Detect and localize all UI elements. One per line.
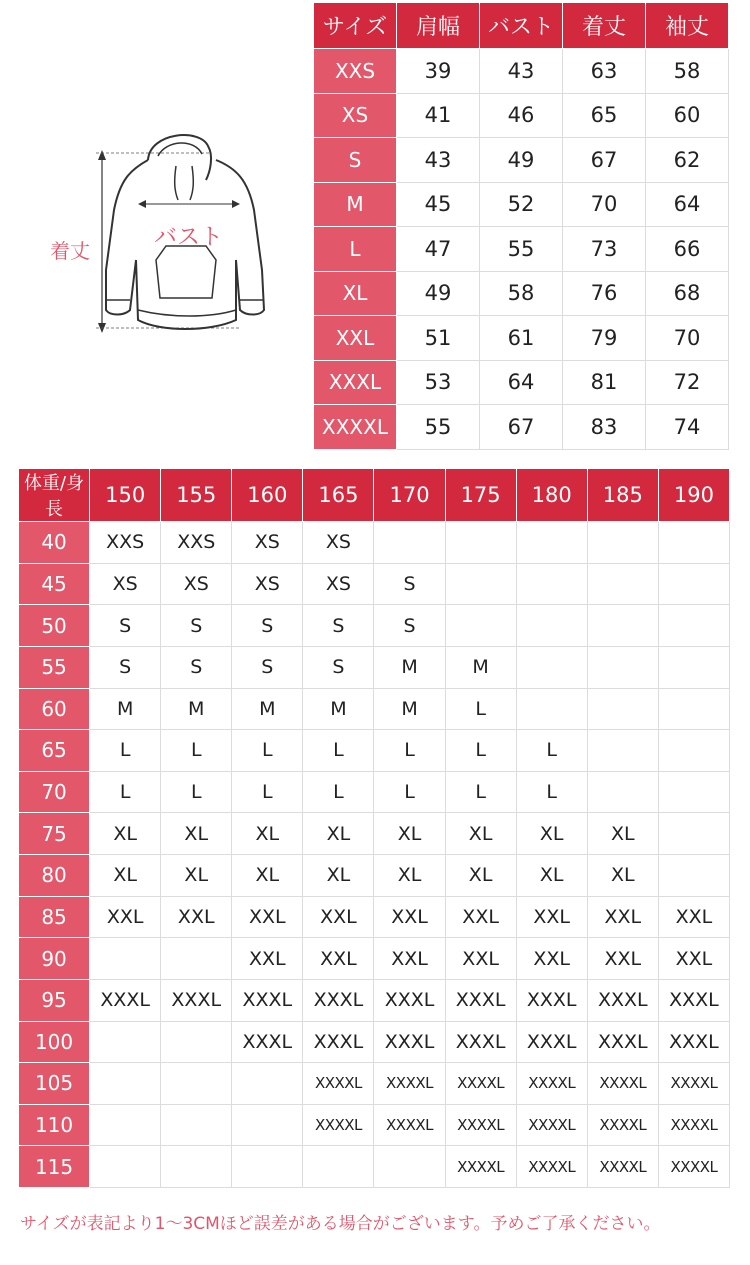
size-value-cell: 51 — [397, 316, 480, 361]
size-label-cell: XXXXL — [314, 405, 397, 450]
size-recommendation-cell — [587, 563, 658, 605]
weight-label-cell: 80 — [19, 855, 90, 897]
size-recommendation-cell: XXXL — [587, 979, 658, 1021]
size-value-cell: 58 — [480, 271, 563, 316]
size-recommendation-cell — [303, 1146, 374, 1188]
size-recommendation-cell: XXXXL — [374, 1104, 445, 1146]
size-recommendation-cell: S — [161, 646, 232, 688]
weight-label-cell: 40 — [19, 522, 90, 564]
size-value-cell: 81 — [563, 360, 646, 405]
bust-label: バスト — [154, 224, 223, 250]
size-recommendation-cell: XXXXL — [587, 1104, 658, 1146]
size-recommendation-cell: M — [232, 688, 303, 730]
weight-row — [19, 646, 730, 688]
size-recommendation-cell — [587, 646, 658, 688]
size-recommendation-cell: L — [445, 688, 516, 730]
size-recommendation-cell: XXL — [658, 938, 729, 980]
size-recommendation-cell: M — [90, 688, 161, 730]
size-recommendation-cell: L — [303, 730, 374, 772]
size-recommendation-cell: XS — [303, 522, 374, 564]
size-recommendation-cell: XXXXL — [374, 1063, 445, 1105]
size-recommendation-cell: XL — [516, 813, 587, 855]
size-recommendation-cell: XXXL — [658, 1021, 729, 1063]
weight-label-cell: 90 — [19, 938, 90, 980]
size-recommendation-cell — [161, 1021, 232, 1063]
size-recommendation-cell: XL — [374, 813, 445, 855]
size-recommendation-cell: XXL — [303, 896, 374, 938]
size-recommendation-cell: S — [232, 605, 303, 647]
size-recommendation-cell — [374, 1146, 445, 1188]
weight-row — [19, 813, 730, 855]
size-value-cell: 49 — [397, 271, 480, 316]
size-table-row — [314, 138, 729, 183]
size-label-cell: S — [314, 138, 397, 183]
size-table — [313, 2, 729, 450]
size-value-cell: 70 — [563, 182, 646, 227]
size-recommendation-cell: XXL — [587, 938, 658, 980]
size-recommendation-cell — [658, 646, 729, 688]
size-recommendation-cell: L — [232, 730, 303, 772]
size-value-cell: 83 — [563, 405, 646, 450]
size-recommendation-cell: XXXL — [232, 979, 303, 1021]
height-header-cell: 180 — [516, 469, 587, 522]
size-table-header-cell: サイズ — [314, 3, 397, 49]
height-header-cell: 165 — [303, 469, 374, 522]
size-recommendation-cell: XXL — [445, 938, 516, 980]
weight-label-cell: 65 — [19, 730, 90, 772]
size-recommendation-cell — [161, 1146, 232, 1188]
size-label-cell: M — [314, 182, 397, 227]
size-recommendation-cell — [516, 605, 587, 647]
size-recommendation-cell: S — [303, 646, 374, 688]
hoodie-figure — [40, 120, 300, 360]
height-header-cell: 185 — [587, 469, 658, 522]
weight-row — [19, 855, 730, 897]
size-recommendation-cell: XXXL — [445, 979, 516, 1021]
size-recommendation-cell: XL — [90, 855, 161, 897]
size-recommendation-cell: L — [516, 771, 587, 813]
size-table-row — [314, 360, 729, 405]
size-recommendation-cell: XXXXL — [303, 1063, 374, 1105]
weight-label-cell: 75 — [19, 813, 90, 855]
size-recommendation-cell: L — [303, 771, 374, 813]
size-recommendation-cell: XXXXL — [587, 1146, 658, 1188]
weight-row — [19, 522, 730, 564]
size-value-cell: 47 — [397, 227, 480, 272]
size-value-cell: 55 — [480, 227, 563, 272]
size-recommendation-cell — [161, 938, 232, 980]
size-recommendation-cell: XXXXL — [445, 1146, 516, 1188]
size-recommendation-cell — [516, 522, 587, 564]
size-recommendation-cell: L — [161, 730, 232, 772]
weight-row — [19, 1063, 730, 1105]
weight-height-header — [19, 469, 730, 522]
size-recommendation-cell: XXXXL — [516, 1146, 587, 1188]
size-recommendation-cell: S — [374, 563, 445, 605]
size-recommendation-cell: XL — [232, 855, 303, 897]
size-value-cell: 79 — [563, 316, 646, 361]
size-recommendation-cell: S — [90, 646, 161, 688]
size-recommendation-cell: XL — [374, 855, 445, 897]
weight-label-cell: 60 — [19, 688, 90, 730]
size-recommendation-cell: XL — [587, 855, 658, 897]
size-recommendation-cell: M — [374, 646, 445, 688]
height-header-cell: 175 — [445, 469, 516, 522]
size-value-cell: 58 — [646, 49, 729, 94]
weight-row — [19, 688, 730, 730]
size-recommendation-cell: M — [445, 646, 516, 688]
size-recommendation-cell: L — [445, 730, 516, 772]
weight-row — [19, 938, 730, 980]
size-recommendation-cell — [232, 1063, 303, 1105]
size-recommendation-cell: XL — [445, 813, 516, 855]
size-recommendation-cell: XXXXL — [587, 1063, 658, 1105]
size-value-cell: 72 — [646, 360, 729, 405]
size-recommendation-cell: XXL — [516, 938, 587, 980]
size-recommendation-cell: L — [90, 771, 161, 813]
size-recommendation-cell: XL — [303, 813, 374, 855]
size-recommendation-cell: XXXL — [587, 1021, 658, 1063]
size-table-row — [314, 271, 729, 316]
size-table-row — [314, 316, 729, 361]
size-value-cell: 49 — [480, 138, 563, 183]
size-recommendation-cell — [587, 730, 658, 772]
weight-height-corner: 体重/身長 — [19, 469, 90, 522]
height-header-cell: 190 — [658, 469, 729, 522]
size-value-cell: 74 — [646, 405, 729, 450]
footnote: サイズが表記より1～3CMほど誤差がある場合がございます。予めご了承ください。 — [20, 1214, 661, 1234]
weight-label-cell: 115 — [19, 1146, 90, 1188]
length-label: 着丈 — [50, 239, 90, 263]
size-recommendation-cell: XXXL — [374, 1021, 445, 1063]
size-recommendation-cell: XXL — [303, 938, 374, 980]
size-recommendation-cell: XXXXL — [303, 1104, 374, 1146]
size-label-cell: XL — [314, 271, 397, 316]
size-recommendation-cell — [587, 688, 658, 730]
size-recommendation-cell — [516, 563, 587, 605]
size-recommendation-cell: XXXL — [90, 979, 161, 1021]
size-value-cell: 61 — [480, 316, 563, 361]
size-value-cell: 64 — [646, 182, 729, 227]
size-recommendation-cell — [658, 688, 729, 730]
size-value-cell: 60 — [646, 93, 729, 138]
size-recommendation-cell: S — [161, 605, 232, 647]
weight-row — [19, 979, 730, 1021]
weight-row — [19, 605, 730, 647]
size-label-cell: XS — [314, 93, 397, 138]
size-recommendation-cell: XXXL — [516, 1021, 587, 1063]
size-recommendation-cell: XXL — [445, 896, 516, 938]
weight-label-cell: 95 — [19, 979, 90, 1021]
size-recommendation-cell: XXL — [516, 896, 587, 938]
size-recommendation-cell — [232, 1104, 303, 1146]
size-value-cell: 64 — [480, 360, 563, 405]
weight-label-cell: 70 — [19, 771, 90, 813]
size-recommendation-cell: L — [161, 771, 232, 813]
size-recommendation-cell: S — [90, 605, 161, 647]
size-recommendation-cell — [658, 522, 729, 564]
weight-row — [19, 563, 730, 605]
weight-row — [19, 1104, 730, 1146]
size-recommendation-cell: S — [303, 605, 374, 647]
size-recommendation-cell — [658, 771, 729, 813]
size-label-cell: XXL — [314, 316, 397, 361]
size-table-header-cell: 袖丈 — [646, 3, 729, 49]
weight-label-cell: 85 — [19, 896, 90, 938]
weight-label-cell: 100 — [19, 1021, 90, 1063]
size-recommendation-cell — [90, 1021, 161, 1063]
size-value-cell: 53 — [397, 360, 480, 405]
size-recommendation-cell: XXXXL — [658, 1146, 729, 1188]
size-value-cell: 39 — [397, 49, 480, 94]
weight-label-cell: 45 — [19, 563, 90, 605]
size-value-cell: 43 — [480, 49, 563, 94]
size-recommendation-cell: L — [374, 730, 445, 772]
size-table-row — [314, 227, 729, 272]
size-recommendation-cell: XXXXL — [445, 1063, 516, 1105]
size-recommendation-cell: XXL — [658, 896, 729, 938]
size-recommendation-cell: XXXXL — [516, 1104, 587, 1146]
size-recommendation-cell — [445, 605, 516, 647]
size-recommendation-cell: M — [374, 688, 445, 730]
size-recommendation-cell: XS — [303, 563, 374, 605]
size-value-cell: 66 — [646, 227, 729, 272]
size-recommendation-cell: XS — [232, 563, 303, 605]
size-recommendation-cell: S — [232, 646, 303, 688]
size-recommendation-cell: XXL — [90, 896, 161, 938]
size-recommendation-cell — [90, 1146, 161, 1188]
size-recommendation-cell — [658, 605, 729, 647]
size-recommendation-cell: XL — [90, 813, 161, 855]
size-recommendation-cell: XL — [232, 813, 303, 855]
size-recommendation-cell: XXL — [374, 896, 445, 938]
size-recommendation-cell: XXXL — [374, 979, 445, 1021]
weight-row — [19, 771, 730, 813]
size-recommendation-cell: XL — [445, 855, 516, 897]
weight-row — [19, 1146, 730, 1188]
size-value-cell: 43 — [397, 138, 480, 183]
size-recommendation-cell — [658, 813, 729, 855]
weight-label-cell: 50 — [19, 605, 90, 647]
size-recommendation-cell: XXXL — [658, 979, 729, 1021]
size-recommendation-cell: XXL — [232, 896, 303, 938]
size-recommendation-cell: L — [445, 771, 516, 813]
size-recommendation-cell — [516, 646, 587, 688]
size-recommendation-cell: XS — [90, 563, 161, 605]
size-recommendation-cell — [587, 771, 658, 813]
size-recommendation-cell: XXXL — [232, 1021, 303, 1063]
size-recommendation-cell: XL — [161, 855, 232, 897]
size-recommendation-cell — [445, 522, 516, 564]
size-recommendation-cell: L — [374, 771, 445, 813]
size-label-cell: XXXL — [314, 360, 397, 405]
weight-height-table — [18, 468, 730, 1188]
size-value-cell: 46 — [480, 93, 563, 138]
weight-row — [19, 896, 730, 938]
size-value-cell: 68 — [646, 271, 729, 316]
size-value-cell: 67 — [563, 138, 646, 183]
size-recommendation-cell: L — [516, 730, 587, 772]
size-recommendation-cell: XXS — [90, 522, 161, 564]
size-table-header-cell: 着丈 — [563, 3, 646, 49]
weight-label-cell: 105 — [19, 1063, 90, 1105]
size-table-header-cell: 肩幅 — [397, 3, 480, 49]
size-recommendation-cell — [232, 1146, 303, 1188]
size-recommendation-cell: XL — [587, 813, 658, 855]
size-value-cell: 63 — [563, 49, 646, 94]
size-table-row — [314, 93, 729, 138]
size-recommendation-cell: XXXXL — [516, 1063, 587, 1105]
size-recommendation-cell: XXL — [374, 938, 445, 980]
size-recommendation-cell: XXXL — [516, 979, 587, 1021]
size-recommendation-cell: XXL — [161, 896, 232, 938]
weight-row — [19, 1021, 730, 1063]
size-recommendation-cell: XL — [161, 813, 232, 855]
height-header-cell: 150 — [90, 469, 161, 522]
size-table-header — [314, 3, 729, 49]
size-recommendation-cell: XXL — [587, 896, 658, 938]
size-recommendation-cell — [161, 1063, 232, 1105]
size-recommendation-cell — [90, 1104, 161, 1146]
weight-row — [19, 730, 730, 772]
size-recommendation-cell: XXXL — [303, 1021, 374, 1063]
size-recommendation-cell — [658, 855, 729, 897]
size-table-row — [314, 182, 729, 227]
size-value-cell: 76 — [563, 271, 646, 316]
size-recommendation-cell: M — [161, 688, 232, 730]
size-recommendation-cell: XXXL — [303, 979, 374, 1021]
size-value-cell: 41 — [397, 93, 480, 138]
size-recommendation-cell: XS — [161, 563, 232, 605]
size-recommendation-cell: XXXXL — [445, 1104, 516, 1146]
size-value-cell: 67 — [480, 405, 563, 450]
size-value-cell: 62 — [646, 138, 729, 183]
size-recommendation-cell — [374, 522, 445, 564]
size-value-cell: 70 — [646, 316, 729, 361]
size-table-row — [314, 405, 729, 450]
size-value-cell: 73 — [563, 227, 646, 272]
size-recommendation-cell: XL — [303, 855, 374, 897]
size-recommendation-cell: XXXXL — [658, 1063, 729, 1105]
size-recommendation-cell — [587, 522, 658, 564]
size-recommendation-cell: L — [90, 730, 161, 772]
size-recommendation-cell — [658, 730, 729, 772]
weight-label-cell: 55 — [19, 646, 90, 688]
size-recommendation-cell: XXXL — [445, 1021, 516, 1063]
weight-label-cell: 110 — [19, 1104, 90, 1146]
size-recommendation-cell — [445, 563, 516, 605]
size-recommendation-cell — [90, 1063, 161, 1105]
size-label-cell: XXS — [314, 49, 397, 94]
size-recommendation-cell — [587, 605, 658, 647]
size-recommendation-cell: XXL — [232, 938, 303, 980]
size-recommendation-cell — [161, 1104, 232, 1146]
size-recommendation-cell — [516, 688, 587, 730]
size-recommendation-cell: XXS — [161, 522, 232, 564]
size-table-row — [314, 49, 729, 94]
size-recommendation-cell — [658, 563, 729, 605]
height-header-cell: 170 — [374, 469, 445, 522]
size-recommendation-cell: S — [374, 605, 445, 647]
size-recommendation-cell — [90, 938, 161, 980]
size-value-cell: 55 — [397, 405, 480, 450]
size-recommendation-cell: XXXXL — [658, 1104, 729, 1146]
size-recommendation-cell: L — [232, 771, 303, 813]
size-value-cell: 52 — [480, 182, 563, 227]
size-recommendation-cell: XS — [232, 522, 303, 564]
size-label-cell: L — [314, 227, 397, 272]
height-header-cell: 160 — [232, 469, 303, 522]
size-recommendation-cell: XXXL — [161, 979, 232, 1021]
size-recommendation-cell: M — [303, 688, 374, 730]
size-table-header-cell: バスト — [480, 3, 563, 49]
size-value-cell: 45 — [397, 182, 480, 227]
height-header-cell: 155 — [161, 469, 232, 522]
size-value-cell: 65 — [563, 93, 646, 138]
size-recommendation-cell: XL — [516, 855, 587, 897]
